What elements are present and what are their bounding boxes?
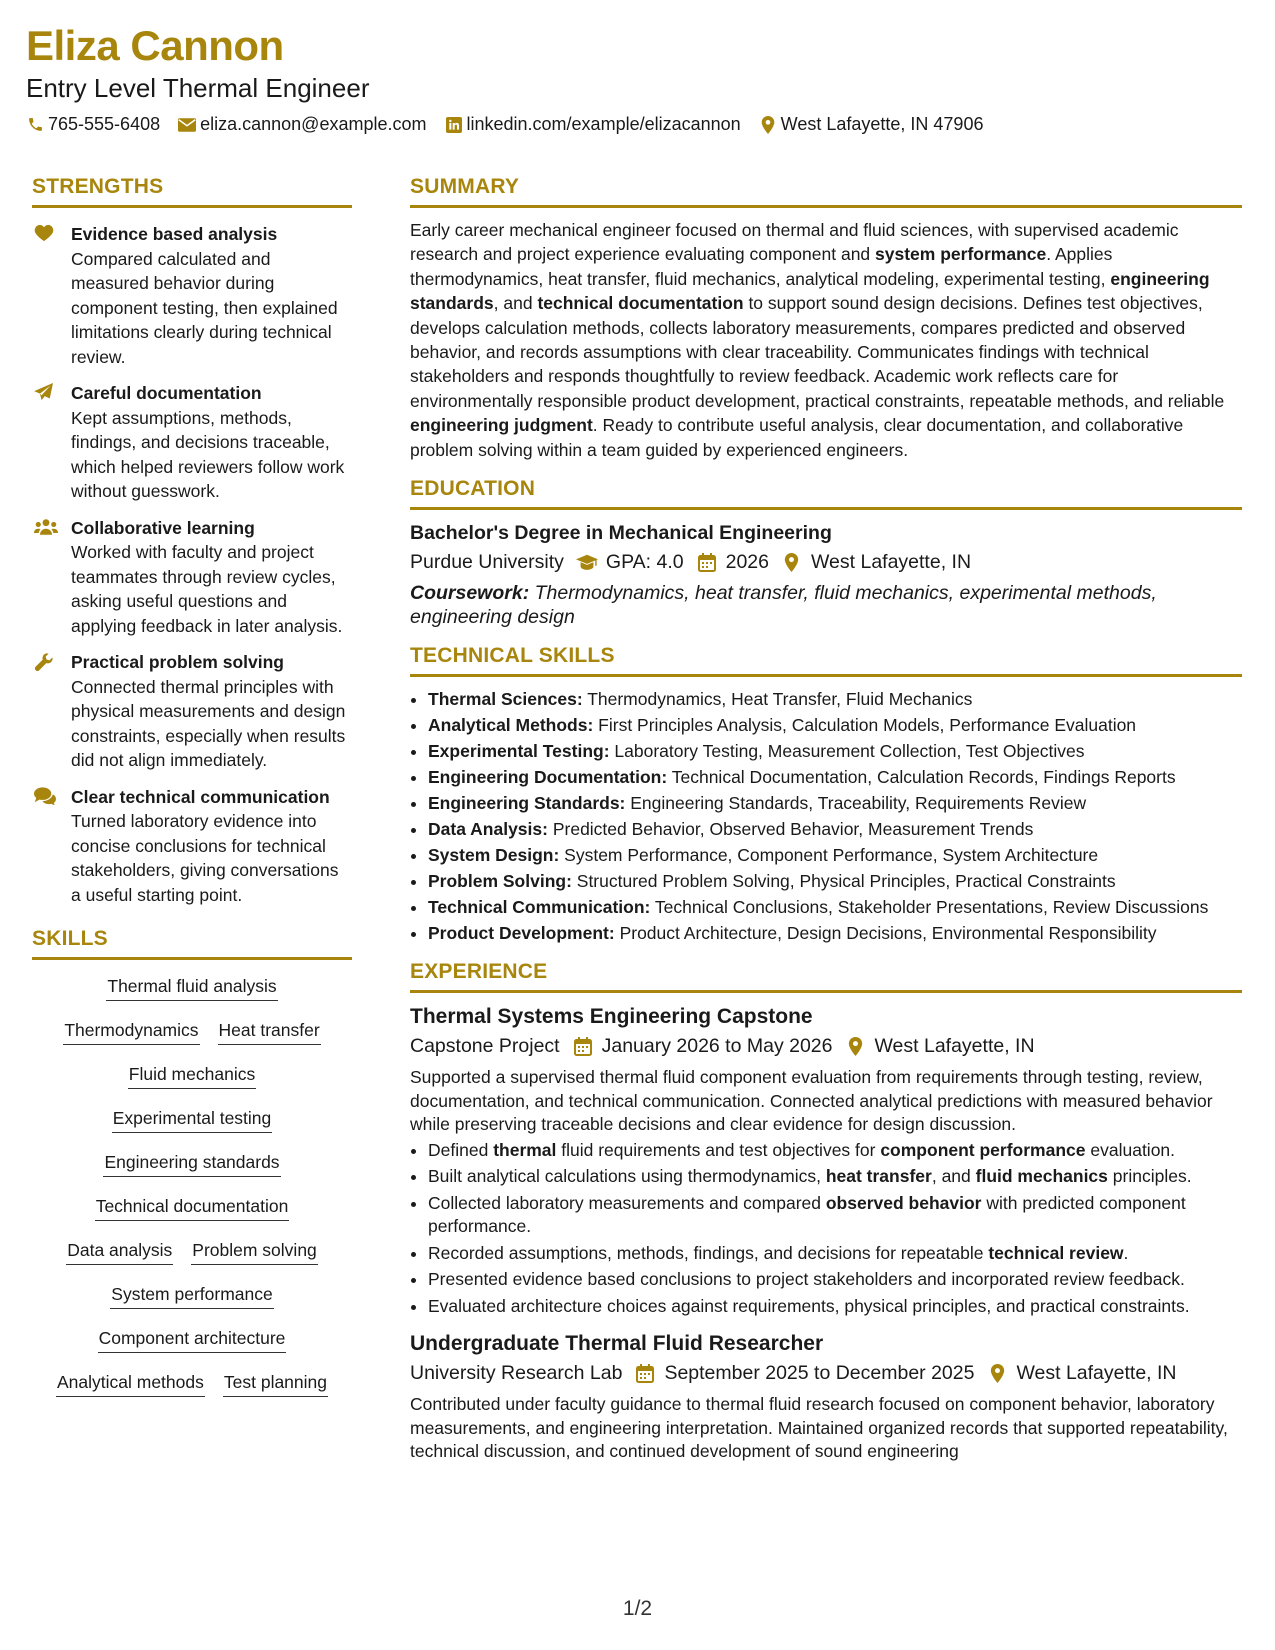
skill-category: Engineering Documentation: <box>428 767 668 788</box>
job-organization: University Research Lab <box>410 1362 623 1385</box>
page-number: 1/2 <box>622 1597 653 1620</box>
skill-category: Data Analysis: <box>428 819 548 840</box>
skills-heading: SKILLS <box>32 927 352 960</box>
skill-tag: System performance <box>110 1282 273 1309</box>
technical-skill-item <box>428 713 1242 737</box>
skill-values: Technical Documentation, Calculation Records, Findings Reports <box>667 767 1176 788</box>
strength-text: Compared calculated and measured behavior during component testing, then explained limitations clearly during technical review. <box>71 248 338 367</box>
skill-values: Laboratory Testing, Measurement Collection, Test Objectives <box>609 741 1085 762</box>
skill-row <box>32 1106 352 1133</box>
experience-list <box>410 1005 1242 1464</box>
bold-text: engineering standards <box>410 268 1210 314</box>
job-title: Thermal Systems Engineering Capstone <box>410 1005 813 1029</box>
skill-row <box>32 1282 352 1309</box>
bold-text: thermal <box>493 1139 557 1160</box>
bold-text: engineering judgment <box>410 415 593 436</box>
wrench-icon <box>34 652 56 672</box>
contact-email[interactable] <box>178 114 426 135</box>
map-marker-icon <box>986 1364 1008 1384</box>
job-description: Contributed under faculty guidance to thermal fluid research focused on component behavior, laboratory measurements, and engineering interpretation. Maintained organized records that supported repeatability, technical discussion, and continued development of sound engineering <box>410 1394 1228 1462</box>
text-run: Presented evidence based conclusions to project stakeholders and incorporated review feedback. <box>428 1269 1185 1290</box>
comments-icon <box>34 787 56 807</box>
heart-icon <box>34 224 56 244</box>
text-run: to support sound design decisions. Defines test objectives, develops calculation methods, collects laboratory measurements, compares predicted and observed behavior, and records assumptions with clear traceability. Communicates findings with technical stakeholders and responds thoughtfully to review feedback. Academic work reflects care for environmentally responsible product development, practical constraints, repeatable methods, and reliable <box>410 293 1225 411</box>
degree-title: Bachelor's Degree in Mechanical Engineering <box>410 522 832 545</box>
skill-values: Technical Conclusions, Stakeholder Presentations, Review Discussions <box>650 897 1209 918</box>
location-text: West Lafayette, IN 47906 <box>780 114 984 134</box>
text-run: Early career mechanical engineer focused on thermal and fluid sciences, with supervised academic research and project experience evaluating component and <box>410 220 1179 265</box>
skill-category: System Design: <box>428 845 560 866</box>
skill-values: First Principles Analysis, Calculation Models, Performance Evaluation <box>593 715 1137 736</box>
job-bullet <box>428 1139 1242 1163</box>
graduation-year: 2026 <box>725 551 769 574</box>
skills-cloud <box>32 974 352 1397</box>
skill-tag: Heat transfer <box>218 1018 321 1045</box>
technical-skill-item <box>428 791 1242 815</box>
job-location: West Lafayette, IN <box>874 1035 1035 1058</box>
job-description: Supported a supervised thermal fluid component evaluation from requirements through testing, review, documentation, and technical communication. Connected analytical predictions with measured behavior while preserving traceable decisions and clear evidence for design discussion. <box>410 1067 1213 1135</box>
skill-category: Product Development: <box>428 923 615 944</box>
skill-values: Engineering Standards, Traceability, Requirements Review <box>625 793 1087 814</box>
skill-tag: Technical documentation <box>95 1194 290 1221</box>
skill-row <box>32 1150 352 1177</box>
strengths-list <box>32 222 352 907</box>
phone-icon <box>26 116 44 134</box>
text-run: fluid requirements and test objectives for <box>556 1139 881 1160</box>
phone-text: 765-555-6408 <box>48 114 161 134</box>
linkedin-text: linkedin.com/example/elizacannon <box>466 114 741 134</box>
linkedin-icon <box>445 116 463 134</box>
text-run: evaluation. <box>1085 1139 1176 1160</box>
skill-values: Structured Problem Solving, Physical Principles, Practical Constraints <box>571 871 1116 892</box>
strength-text: Worked with faculty and project teammates through review cycles, asking useful questions and applying feedback in later analysis. <box>71 542 343 636</box>
users-icon <box>34 518 56 538</box>
education-heading: EDUCATION <box>410 477 1242 510</box>
candidate-name: Eliza Cannon <box>26 22 284 69</box>
text-run: , and <box>493 293 538 314</box>
skill-category: Engineering Standards: <box>428 793 626 814</box>
bold-text: fluid mechanics <box>975 1166 1108 1187</box>
skill-row <box>32 1326 352 1353</box>
job-bullet <box>428 1165 1242 1189</box>
envelope-icon <box>178 116 196 134</box>
text-run: . <box>1123 1242 1129 1263</box>
job-location: West Lafayette, IN <box>1016 1362 1177 1385</box>
strength-item <box>32 222 352 369</box>
technical-skill-item <box>428 843 1242 867</box>
calendar-icon <box>696 553 718 573</box>
skill-row <box>32 1018 352 1045</box>
experience-heading: EXPERIENCE <box>410 960 1242 993</box>
bold-text: technical review <box>988 1242 1124 1263</box>
strength-text: Kept assumptions, methods, findings, and decisions traceable, which helped reviewers follow work without guesswork. <box>71 407 345 501</box>
strength-text: Connected thermal principles with physical measurements and design constraints, especially when results did not align immediately. <box>71 676 346 770</box>
left-column <box>32 175 352 1414</box>
strength-item <box>32 785 352 908</box>
education-meta <box>410 551 1242 574</box>
job-bullet <box>428 1192 1242 1239</box>
skill-tag: Engineering standards <box>103 1150 280 1177</box>
summary-heading: SUMMARY <box>410 175 1242 208</box>
school-location: West Lafayette, IN <box>810 551 972 574</box>
text-run: , and <box>931 1166 976 1187</box>
skill-row <box>32 1194 352 1221</box>
resume-header <box>26 22 1001 135</box>
text-run: with predicted component performance. <box>428 1192 1186 1237</box>
skill-tag: Component architecture <box>98 1326 287 1353</box>
job-bullet <box>428 1268 1242 1292</box>
strength-title: Collaborative learning <box>71 517 255 538</box>
text-run: . Applies thermodynamics, heat transfer, fluid mechanics, analytical modeling, experimental testing, <box>410 244 1113 289</box>
bold-text: system performance <box>875 244 1047 265</box>
text-run: Built analytical calculations using thermodynamics, <box>428 1166 826 1187</box>
contact-linkedin[interactable] <box>445 114 741 135</box>
bold-text: observed behavior <box>825 1192 982 1213</box>
strength-title: Practical problem solving <box>71 652 284 672</box>
skill-values: Thermodynamics, Heat Transfer, Fluid Mechanics <box>582 689 973 710</box>
technical-skills-list <box>410 687 1242 945</box>
strength-title: Evidence based analysis <box>71 224 278 244</box>
calendar-icon <box>634 1364 656 1384</box>
technical-skill-item <box>428 765 1242 789</box>
strength-item <box>32 650 352 773</box>
skill-row <box>32 1062 352 1089</box>
email-text: eliza.cannon@example.com <box>200 114 427 134</box>
summary-text <box>410 218 1242 462</box>
text-run: Collected laboratory measurements and compared <box>428 1192 826 1213</box>
skill-category: Analytical Methods: <box>428 715 594 736</box>
text-run: principles. <box>1107 1166 1192 1187</box>
skill-category: Thermal Sciences: <box>428 689 583 710</box>
technical-skill-item <box>428 687 1242 711</box>
map-marker-icon <box>759 116 777 134</box>
strength-item <box>32 381 352 504</box>
technical-skill-item <box>428 895 1242 919</box>
paper-plane-icon <box>34 383 56 403</box>
strength-item <box>32 516 352 639</box>
skill-category: Technical Communication: <box>428 897 651 918</box>
candidate-role: Entry Level Thermal Engineer <box>26 73 370 103</box>
job-title: Undergraduate Thermal Fluid Researcher <box>410 1332 824 1356</box>
skill-row <box>32 974 352 1001</box>
contact-bar <box>26 114 1001 135</box>
job-meta <box>410 1362 1242 1385</box>
bold-text: heat transfer <box>825 1166 932 1187</box>
calendar-icon <box>572 1037 594 1057</box>
skill-tag: Analytical methods <box>56 1370 205 1397</box>
skill-tag: Problem solving <box>191 1238 318 1265</box>
coursework-text: Thermodynamics, heat transfer, fluid mechanics, experimental methods, engineering design <box>410 582 1157 629</box>
map-marker-icon <box>781 553 803 573</box>
skill-category: Experimental Testing: <box>428 741 610 762</box>
contact-location <box>759 114 984 135</box>
job-organization: Capstone Project <box>410 1035 560 1058</box>
skill-tag: Thermodynamics <box>63 1018 199 1045</box>
job-entry <box>410 1332 1242 1464</box>
contact-phone[interactable] <box>26 114 160 135</box>
job-bullets <box>410 1139 1242 1319</box>
coursework <box>410 581 1242 629</box>
map-marker-icon <box>845 1037 867 1057</box>
technical-skill-item <box>428 817 1242 841</box>
text-run: Recorded assumptions, methods, findings, and decisions for repeatable <box>428 1242 989 1263</box>
text-run: . Ready to contribute useful analysis, clear documentation, and collaborative problem solving within a team guided by experienced engineers. <box>410 415 1184 460</box>
technical-skills-heading: TECHNICAL SKILLS <box>410 644 1242 677</box>
strength-title: Careful documentation <box>71 383 262 403</box>
skill-tag: Data analysis <box>66 1238 173 1265</box>
coursework-label: Coursework: <box>410 582 530 605</box>
skill-values: Predicted Behavior, Observed Behavior, Measurement Trends <box>547 819 1034 840</box>
school-name: Purdue University <box>410 551 564 574</box>
strengths-heading: STRENGTHS <box>32 175 352 208</box>
job-dates: January 2026 to May 2026 <box>601 1035 833 1058</box>
text-run: Evaluated architecture choices against requirements, physical principles, and practical constraints. <box>428 1295 1190 1316</box>
skill-category: Problem Solving: <box>428 871 572 892</box>
skill-row <box>32 1238 352 1265</box>
bold-text: component performance <box>880 1139 1086 1160</box>
job-dates: September 2025 to December 2025 <box>664 1362 975 1385</box>
skill-values: Product Architecture, Design Decisions, Environmental Responsibility <box>614 923 1157 944</box>
graduation-cap-icon <box>576 553 598 573</box>
skill-row <box>32 1370 352 1397</box>
strength-title: Clear technical communication <box>71 786 330 807</box>
skill-tag: Experimental testing <box>112 1106 273 1133</box>
skill-tag: Thermal fluid analysis <box>106 974 277 1001</box>
technical-skill-item <box>428 921 1242 945</box>
job-entry <box>410 1005 1242 1318</box>
technical-skill-item <box>428 869 1242 893</box>
skill-tag: Fluid mechanics <box>128 1062 256 1089</box>
job-bullet <box>428 1295 1242 1319</box>
job-meta <box>410 1035 1242 1058</box>
skill-values: System Performance, Component Performance, System Architecture <box>559 845 1099 866</box>
bold-text: technical documentation <box>537 293 744 314</box>
skill-tag: Test planning <box>223 1370 328 1397</box>
technical-skill-item <box>428 739 1242 763</box>
job-bullet <box>428 1242 1242 1266</box>
right-column <box>410 175 1242 1464</box>
gpa: GPA: 4.0 <box>605 551 684 574</box>
strength-text: Turned laboratory evidence into concise conclusions for technical stakeholders, giving conversations a useful starting point. <box>71 811 339 905</box>
text-run: Defined <box>428 1139 494 1160</box>
